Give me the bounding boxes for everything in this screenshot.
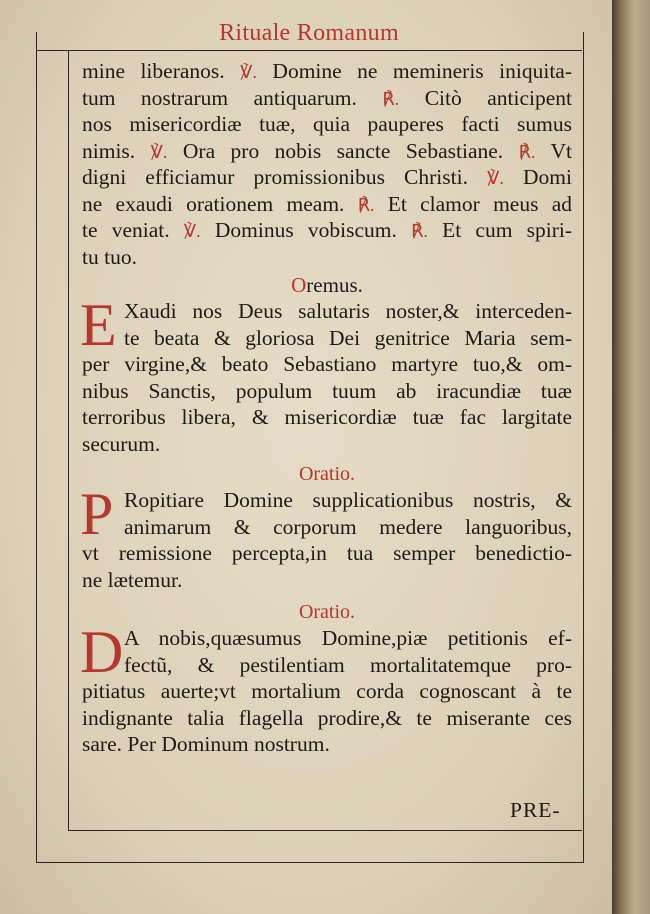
response-symbol: ℟. <box>382 88 400 109</box>
versicle-symbol: ℣. <box>487 168 504 188</box>
prayer-propitiare <box>80 481 572 593</box>
text-line <box>82 244 572 271</box>
drop-cap-e: E <box>80 292 117 358</box>
text-line: fectũ, & pestilentiam mortalitatemque pro- <box>124 652 572 677</box>
text-segment: Domine ne memineris iniquita- <box>256 59 572 83</box>
drop-cap-d: D <box>80 619 124 685</box>
text-segment: tum nostrarum antiquarum. <box>82 85 383 110</box>
text-line: ne lætemur. <box>82 567 183 592</box>
text-segment: te veniat. <box>82 218 184 242</box>
text-segment: digni efficiamur promissionibus Christi. <box>82 165 488 189</box>
text-line: Ropitiare Domine supplicationibus nostris, & <box>124 488 572 512</box>
text-segment: Et cum spiri- <box>427 218 572 242</box>
prayer-exaudi <box>80 292 572 457</box>
text-line <box>82 85 572 112</box>
text-segment: Et clamor meus ad <box>374 191 572 216</box>
text-segment: nos misericordiæ tuæ, quia pauperes facti sumus <box>82 112 572 136</box>
page-text <box>82 58 572 758</box>
response-symbol: ℟. <box>357 194 375 215</box>
text-line: nibus Sanctis, populum tuum ab iracundiæ tuæ <box>82 378 572 403</box>
text-line: te beata & gloriosa Dei genitrice Maria sem- <box>124 325 572 350</box>
response-symbol: ℟. <box>518 141 536 162</box>
text-line: sare. Per Dominum nostrum. <box>82 732 330 756</box>
oratio-heading: Oratio. <box>298 463 356 485</box>
text-line: securum. <box>82 431 161 456</box>
book-gutter <box>612 0 650 914</box>
text-line: indignante talia flagella prodire,& te miserante ces <box>82 705 572 730</box>
response-symbol: ℟. <box>411 221 428 241</box>
text-segment: mine liberanos. <box>82 59 241 83</box>
versicles-block <box>82 58 572 270</box>
versicle-symbol: ℣. <box>240 62 257 82</box>
versicle-symbol: ℣. <box>183 221 201 241</box>
text-line: terroribus libera, & misericordiæ tuæ fac largitate <box>82 405 572 429</box>
text-segment: Ora pro nobis sancte Sebastiane. <box>167 138 519 163</box>
drop-cap-p: P <box>80 481 114 547</box>
text-line: per virgine,& beato Sebastiano martyre tuo,& om- <box>82 352 572 376</box>
footer-rule <box>68 830 582 831</box>
text-line: A nobis,quæsumus Domine,piæ petitionis ef- <box>124 626 572 650</box>
text-segment: Dominus vobiscum. <box>200 218 412 242</box>
text-line <box>82 58 572 85</box>
text-line: Xaudi nos Deus salutaris noster,& interceden- <box>124 299 572 323</box>
catchword: PRE- <box>510 798 561 822</box>
text-segment: tu tuo. <box>82 244 137 269</box>
text-segment: Vt <box>535 138 572 163</box>
text-segment: ne exaudi orationem meam. <box>82 191 358 216</box>
oremus-heading: Oremus. <box>291 273 363 297</box>
text-line <box>82 111 572 138</box>
text-segment: nimis. <box>82 138 151 163</box>
text-segment: Domi <box>503 165 572 189</box>
text-line <box>82 191 572 218</box>
text-line <box>82 164 572 191</box>
text-line <box>82 138 572 165</box>
versicle-symbol: ℣. <box>150 141 168 162</box>
text-line: pitiatus auerte;vt mortalium corda cognoscant à te <box>82 679 572 703</box>
text-segment: Citò anticipent <box>399 85 573 110</box>
prayer-da-nobis <box>80 619 572 758</box>
text-line: animarum & corporum medere languoribus, <box>124 514 572 539</box>
oratio-heading: Oratio. <box>298 601 356 623</box>
text-line <box>82 217 572 244</box>
text-line: vt remissione percepta,in tua semper benedictio- <box>82 541 572 565</box>
running-header: Rituale Romanum <box>219 20 399 46</box>
